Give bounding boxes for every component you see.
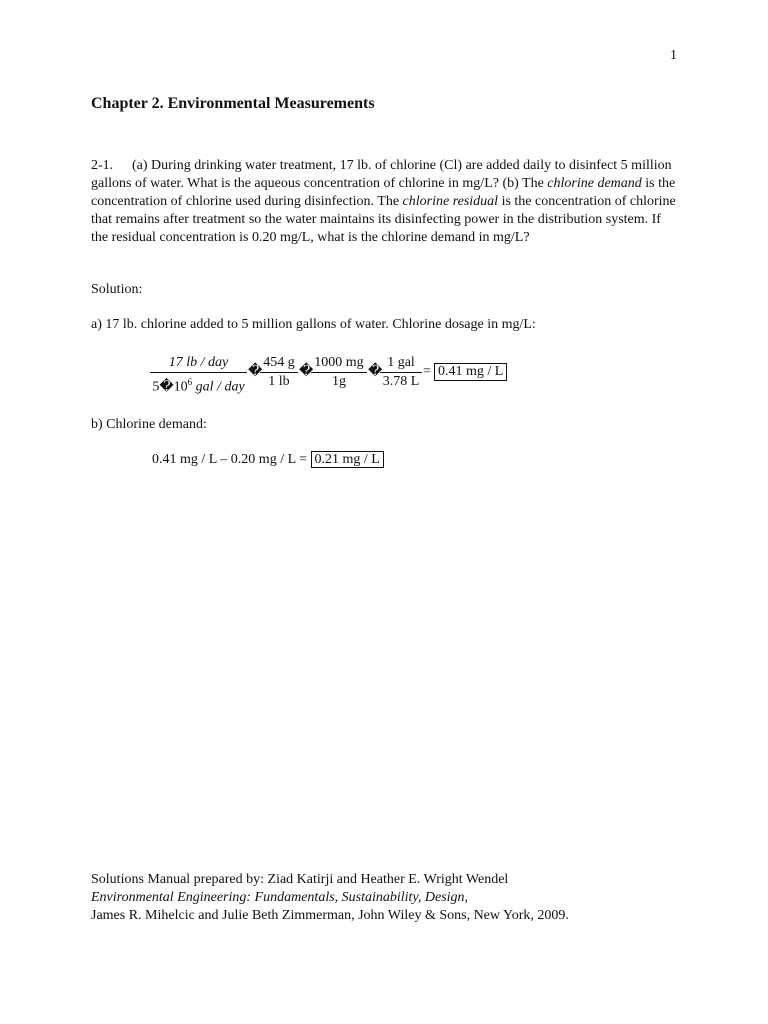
result-box-a: 0.41 mg / L (434, 363, 507, 381)
footer-publisher: James R. Mihelcic and Julie Beth Zimmerman, John Wiley & Sons, New York, 2009. (91, 908, 569, 923)
term-chlorine-demand: chlorine demand (547, 176, 642, 191)
fraction-denominator (150, 373, 247, 397)
multiply-symbol: � (299, 364, 314, 379)
problem-text-2: is the concentration of chlorine used during disinfection. The (91, 176, 676, 209)
fraction-lb-per-day (150, 354, 247, 397)
fraction-mg-per-g (311, 354, 367, 391)
page-number: 1 (670, 48, 677, 63)
footer (91, 871, 569, 925)
footer-credits: Solutions Manual prepared by: Ziad Katirji and Heather E. Wright Wendel (91, 872, 509, 887)
den-coefficient: 5 (152, 379, 160, 395)
problem-statement (91, 157, 681, 247)
fraction-numerator: 1 gal (380, 354, 422, 373)
problem-text-1: (a) During drinking water treatment, 17 lb. of chlorine (Cl) are added daily to disinfect 5 million gallons of water. What is the aqueous concentration of chlorine in mg/L? (b) The (91, 158, 672, 191)
problem-number: 2-1. (91, 158, 114, 173)
result-box-b: 0.21 mg / L (311, 451, 384, 468)
multiply-symbol: � (159, 379, 174, 395)
multiply-symbol: � (368, 364, 383, 379)
fraction-g-per-lb (260, 354, 298, 391)
fraction-numerator: 454 g (260, 354, 298, 373)
den-exponent: 6 (187, 377, 193, 387)
fraction-denominator: 1g (332, 374, 346, 389)
fraction-gal-per-l (380, 354, 422, 391)
equals-sign: = (423, 364, 431, 379)
term-chlorine-residual: chlorine residual (402, 194, 499, 209)
equation-b (152, 452, 384, 468)
fraction-numerator: 1000 mg (311, 354, 367, 373)
multiply-symbol: � (248, 364, 263, 379)
footer-book-title: Environmental Engineering: Fundamentals, Sustainability, Design, (91, 890, 469, 905)
den-unit: gal / day (192, 379, 245, 395)
fraction-denominator: 3.78 L (382, 374, 420, 389)
chapter-title: Chapter 2. Environmental Measurements (91, 95, 375, 112)
den-base: 10 (173, 379, 188, 395)
part-a-text: a) 17 lb. chlorine added to 5 million gallons of water. Chlorine dosage in mg/L: (91, 317, 536, 332)
problem-text-3: is the concentration of chlorine that remains after treatment so the water maintains its disinfecting power in the distribution system. If the residual concentration is 0.20 mg/L, what is the chlorine demand in mg/L? (91, 194, 676, 245)
equation-b-lhs: 0.41 mg / L – 0.20 mg / L = (152, 452, 308, 467)
solution-label: Solution: (91, 282, 143, 297)
fraction-denominator: 1 lb (268, 374, 290, 389)
part-b-text: b) Chlorine demand: (91, 417, 207, 432)
fraction-numerator: 17 lb / day (168, 355, 229, 370)
